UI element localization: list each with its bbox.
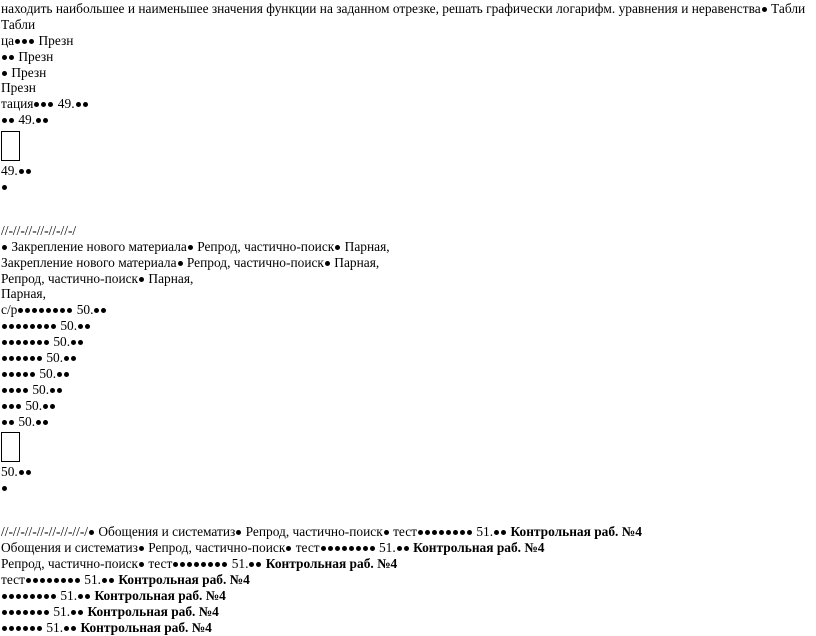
- bullet-icon: [78, 340, 83, 345]
- bullet-icon: [356, 546, 361, 551]
- text-line: [1, 112, 816, 128]
- text-line: [1, 17, 816, 33]
- bullet-icon: [139, 546, 144, 551]
- bullet-icon: [2, 245, 7, 250]
- text-segment: Презн: [1, 80, 36, 96]
- text-segment: 51.: [50, 603, 71, 619]
- text-segment: Репрод, частично-поиск: [1, 556, 139, 572]
- bullet-icon: [43, 404, 48, 409]
- bullet-icon: [71, 340, 76, 345]
- bullet-icon: [109, 578, 114, 583]
- bullet-icon: [71, 626, 76, 631]
- bullet-icon: [78, 610, 83, 615]
- bullet-icon: [30, 324, 35, 329]
- bold-text-segment: Контрольная раб. №4: [115, 571, 250, 587]
- text-line: [1, 398, 816, 414]
- bullet-icon: [16, 610, 21, 615]
- bullet-icon: [29, 39, 34, 44]
- bullet-icon: [9, 626, 14, 631]
- bullet-icon: [16, 356, 21, 361]
- bullet-icon: [51, 594, 56, 599]
- bullet-icon: [30, 372, 35, 377]
- bullet-icon: [33, 578, 38, 583]
- bullet-icon: [48, 102, 53, 107]
- text-segment: 51.: [375, 540, 396, 556]
- bold-text-segment: Контрольная раб. №4: [77, 619, 212, 635]
- text-segment: Табли: [767, 1, 806, 16]
- text-segment: 50.: [50, 334, 71, 350]
- bullet-icon: [44, 340, 49, 345]
- text-segment: 50.: [36, 365, 57, 381]
- bullet-icon: [342, 546, 347, 551]
- bullet-icon: [36, 118, 41, 123]
- bullet-icon: [2, 118, 7, 123]
- text-segment: 51.: [43, 619, 64, 635]
- bullet-icon: [9, 118, 14, 123]
- bullet-icon: [321, 546, 326, 551]
- bullet-icon: [23, 610, 28, 615]
- bullet-icon: [61, 578, 66, 583]
- text-line: [1, 163, 816, 179]
- text-segment: //-//-//-//-//-//-//-/: [1, 524, 89, 540]
- bullet-icon: [94, 308, 99, 313]
- bullet-icon: [335, 245, 340, 250]
- bullet-icon: [51, 324, 56, 329]
- bullet-icon: [286, 546, 291, 551]
- bullet-icon: [26, 578, 31, 583]
- bullet-icon: [16, 324, 21, 329]
- text-segment: 50.: [1, 464, 18, 480]
- bullet-icon: [187, 562, 192, 567]
- text-line: [1, 271, 816, 287]
- text-segment: 50.: [22, 397, 43, 413]
- text-segment: Презн: [8, 64, 47, 80]
- bullet-icon: [467, 530, 472, 535]
- bullet-icon: [64, 372, 69, 377]
- bullet-icon: [75, 578, 80, 583]
- text-segment: 49.: [1, 163, 18, 179]
- bullet-icon: [9, 324, 14, 329]
- bullet-icon: [2, 324, 7, 329]
- bullet-icon: [325, 261, 330, 266]
- text-line: [1, 179, 816, 195]
- text-line: [1, 620, 816, 636]
- bullet-icon: [32, 308, 37, 313]
- text-segment: 50.: [73, 302, 94, 318]
- bullet-icon: [2, 486, 7, 491]
- bullet-icon: [19, 470, 24, 475]
- bullet-icon: [57, 372, 62, 377]
- bullet-icon: [9, 404, 14, 409]
- text-line: [1, 414, 816, 430]
- bullet-icon: [54, 578, 59, 583]
- bullet-icon: [384, 530, 389, 535]
- bullet-icon: [26, 470, 31, 475]
- bullet-icon: [16, 388, 21, 393]
- text-segment: 51.: [80, 571, 102, 587]
- bullet-icon: [404, 546, 409, 551]
- bullet-icon: [188, 245, 193, 250]
- bullet-icon: [139, 562, 144, 567]
- bullet-icon: [16, 626, 21, 631]
- text-segment: Презн: [35, 32, 74, 48]
- text-line: [1, 464, 816, 480]
- bold-text-segment: Контрольная раб. №4: [84, 603, 219, 619]
- bullet-icon: [22, 39, 27, 44]
- text-segment: 50.: [29, 381, 50, 397]
- bullet-icon: [23, 594, 28, 599]
- bullet-icon: [44, 324, 49, 329]
- bullet-icon: [53, 308, 58, 313]
- bullet-icon: [139, 277, 144, 282]
- bullet-icon: [2, 55, 7, 60]
- bullet-icon: [432, 530, 437, 535]
- bullet-icon: [9, 388, 14, 393]
- text-line: [1, 33, 816, 49]
- bullet-icon: [37, 340, 42, 345]
- text-segment: тест: [1, 571, 25, 587]
- blank-gap: [1, 195, 816, 223]
- text-segment: тест: [145, 556, 173, 572]
- bullet-icon: [64, 356, 69, 361]
- text-segment: Репрод, частично-поиск: [242, 524, 383, 540]
- empty-cell-box: [1, 432, 20, 462]
- bullet-icon: [178, 261, 183, 266]
- text-segment: ца: [1, 32, 15, 48]
- text-segment: 51.: [228, 556, 249, 572]
- bullet-icon: [30, 610, 35, 615]
- bullet-icon: [23, 626, 28, 631]
- bullet-icon: [37, 356, 42, 361]
- text-segment: 51.: [57, 587, 78, 603]
- bullet-icon: [102, 578, 107, 583]
- bullet-icon: [57, 388, 62, 393]
- text-line: [1, 318, 816, 334]
- bullet-icon: [762, 7, 767, 12]
- bullet-icon: [9, 55, 14, 60]
- bullet-icon: [44, 594, 49, 599]
- bullet-icon: [397, 546, 402, 551]
- bullet-icon: [9, 610, 14, 615]
- text-segment: Презн: [15, 48, 54, 64]
- bullet-icon: [222, 562, 227, 567]
- bullet-icon: [37, 594, 42, 599]
- text-segment: 49.: [15, 112, 36, 128]
- text-line: [1, 524, 816, 540]
- bullet-icon: [46, 308, 51, 313]
- text-segment: 50.: [15, 413, 36, 429]
- text-segment: Обощения и систематиз: [1, 540, 138, 556]
- text-line: [1, 239, 816, 255]
- bullet-icon: [37, 324, 42, 329]
- bullet-icon: [180, 562, 185, 567]
- text-segment: Репрод, частично-поиск: [1, 270, 139, 286]
- text-line: [1, 604, 816, 620]
- bullet-icon: [2, 185, 7, 190]
- bold-text-segment: Контрольная раб. №4: [409, 540, 545, 556]
- bullet-icon: [201, 562, 206, 567]
- bullet-icon: [2, 71, 7, 76]
- bullet-icon: [2, 404, 7, 409]
- bullet-icon: [335, 546, 340, 551]
- bullet-icon: [16, 340, 21, 345]
- bullet-icon: [328, 546, 333, 551]
- bullet-icon: [16, 594, 21, 599]
- text-segment: 50.: [57, 318, 78, 334]
- bullet-icon: [9, 372, 14, 377]
- text-segment: Парная,: [1, 286, 46, 302]
- text-line: [1, 334, 816, 350]
- bullet-icon: [78, 324, 83, 329]
- text-segment: 51.: [473, 524, 494, 540]
- bullet-icon: [501, 530, 506, 535]
- bullet-icon: [2, 356, 7, 361]
- bullet-icon: [23, 324, 28, 329]
- bullet-icon: [41, 102, 46, 107]
- bullet-icon: [23, 356, 28, 361]
- bullet-icon: [34, 102, 39, 107]
- bullet-icon: [215, 562, 220, 567]
- text-segment: тест: [292, 540, 320, 556]
- bullet-icon: [39, 308, 44, 313]
- text-segment: Парная,: [341, 238, 390, 254]
- text-segment: находить наибольшее и наименьшее значения функции на заданном отрезке, решать графически логарифм. уравнения и неравенства: [1, 1, 761, 16]
- text-segment: 49.: [54, 96, 75, 112]
- bullet-icon: [349, 546, 354, 551]
- bullet-icon: [40, 578, 45, 583]
- blank-gap: [1, 496, 816, 524]
- text-segment: Репрод, частично-поиск: [183, 254, 324, 270]
- text-segment: //-//-//-//-//-//-/: [1, 222, 77, 238]
- text-line: [1, 49, 816, 65]
- bullet-icon: [50, 388, 55, 393]
- text-line: [1, 1, 816, 17]
- bullet-icon: [37, 626, 42, 631]
- bullet-icon: [453, 530, 458, 535]
- bullet-icon: [208, 562, 213, 567]
- bullet-icon: [2, 388, 7, 393]
- text-line: [1, 255, 816, 271]
- text-line: [1, 480, 816, 496]
- bullet-icon: [2, 626, 7, 631]
- bullet-icon: [67, 308, 72, 313]
- empty-cell-box: [1, 131, 20, 161]
- bullet-icon: [89, 530, 94, 535]
- bullet-icon: [9, 356, 14, 361]
- text-line: [1, 96, 816, 112]
- bullet-icon: [30, 626, 35, 631]
- bullet-icon: [25, 308, 30, 313]
- bullet-icon: [83, 102, 88, 107]
- bullet-icon: [78, 594, 83, 599]
- bullet-icon: [2, 420, 7, 425]
- bullet-icon: [15, 39, 20, 44]
- bullet-icon: [9, 420, 14, 425]
- text-segment: Закрепление нового материала: [1, 254, 177, 270]
- bullet-icon: [425, 530, 430, 535]
- bullet-icon: [9, 340, 14, 345]
- bullet-icon: [26, 169, 31, 174]
- text-line: [1, 572, 816, 588]
- bullet-icon: [2, 594, 7, 599]
- text-segment: Закрепление нового материала: [8, 238, 187, 254]
- bold-text-segment: Контрольная раб. №4: [262, 556, 398, 572]
- bullet-icon: [23, 388, 28, 393]
- bullet-icon: [37, 610, 42, 615]
- text-line: [1, 350, 816, 366]
- bullet-icon: [43, 420, 48, 425]
- text-line: [1, 382, 816, 398]
- bullet-icon: [36, 420, 41, 425]
- bullet-icon: [23, 372, 28, 377]
- text-segment: с/р: [1, 302, 18, 318]
- bullet-icon: [363, 546, 368, 551]
- text-segment: Парная,: [145, 270, 194, 286]
- text-line: [1, 366, 816, 382]
- text-line: [1, 80, 816, 96]
- text-segment: 50.: [43, 350, 64, 366]
- bullet-icon: [256, 562, 261, 567]
- text-segment: Репрод, частично-поиск: [193, 238, 335, 254]
- text-line: [1, 65, 816, 81]
- bullet-icon: [30, 356, 35, 361]
- bullet-icon: [71, 356, 76, 361]
- text-segment: Табли: [1, 16, 36, 32]
- text-line: [1, 588, 816, 604]
- bullet-icon: [446, 530, 451, 535]
- bullet-icon: [44, 610, 49, 615]
- text-segment: Репрод, частично-поиск: [144, 540, 286, 556]
- text-line: [1, 223, 816, 239]
- bullet-icon: [43, 118, 48, 123]
- bullet-icon: [194, 562, 199, 567]
- bullet-icon: [85, 324, 90, 329]
- bullet-icon: [16, 404, 21, 409]
- bullet-icon: [173, 562, 178, 567]
- bullet-icon: [85, 594, 90, 599]
- bullet-icon: [68, 578, 73, 583]
- bullet-icon: [60, 308, 65, 313]
- bullet-icon: [236, 530, 241, 535]
- text-line: [1, 556, 816, 572]
- bullet-icon: [71, 610, 76, 615]
- bullet-icon: [64, 626, 69, 631]
- text-segment: Парная,: [330, 254, 380, 270]
- bullet-icon: [2, 610, 7, 615]
- bullet-icon: [9, 594, 14, 599]
- bullet-icon: [2, 340, 7, 345]
- bullet-icon: [460, 530, 465, 535]
- bullet-icon: [30, 340, 35, 345]
- bullet-icon: [494, 530, 499, 535]
- text-segment: тация: [1, 96, 34, 112]
- bullet-icon: [19, 169, 24, 174]
- bullet-icon: [418, 530, 423, 535]
- bullet-icon: [101, 308, 106, 313]
- bullet-icon: [249, 562, 254, 567]
- bold-text-segment: Контрольная раб. №4: [91, 587, 226, 603]
- bullet-icon: [30, 594, 35, 599]
- text-line: [1, 302, 816, 318]
- bullet-icon: [76, 102, 81, 107]
- text-segment: Обощения и систематиз: [95, 524, 236, 540]
- bullet-icon: [2, 372, 7, 377]
- bullet-icon: [16, 372, 21, 377]
- bullet-icon: [439, 530, 444, 535]
- bullet-icon: [370, 546, 375, 551]
- bullet-icon: [23, 340, 28, 345]
- bold-text-segment: Контрольная раб. №4: [507, 524, 642, 540]
- bullet-icon: [18, 308, 23, 313]
- bullet-icon: [47, 578, 52, 583]
- bullet-icon: [50, 404, 55, 409]
- text-line: [1, 286, 816, 302]
- text-segment: тест: [389, 524, 418, 540]
